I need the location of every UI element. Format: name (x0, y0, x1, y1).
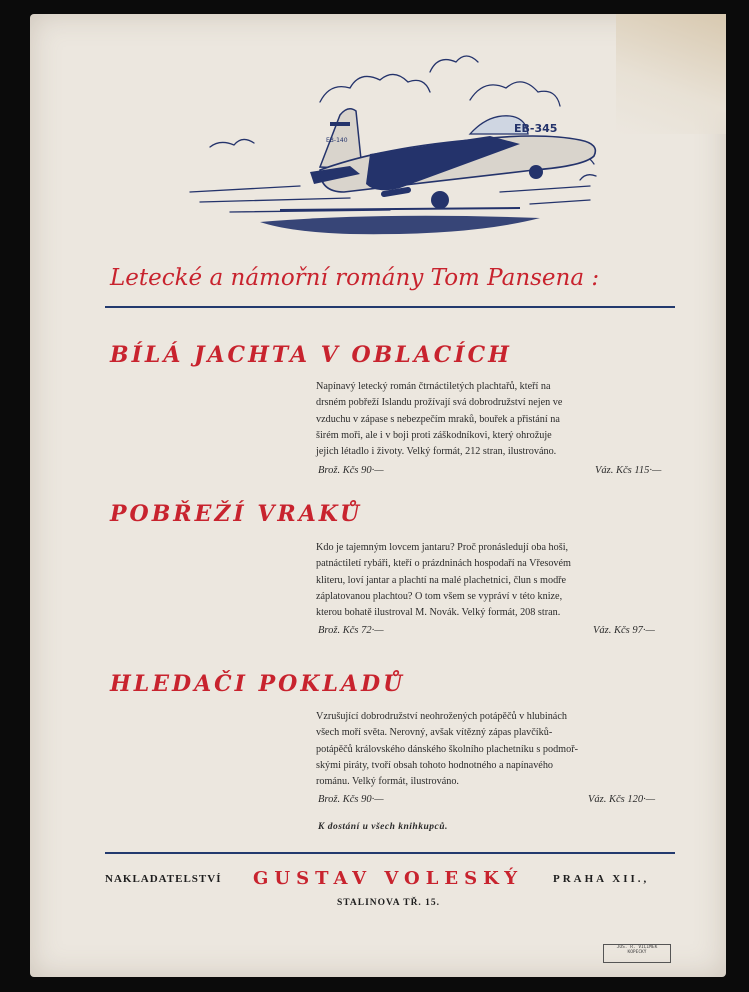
price-paperback: Brož. Kčs 90·— (318, 465, 384, 476)
book-title: BÍLÁ JACHTA V OBLACÍCH (110, 342, 512, 368)
book-title: POBŘEŽÍ VRAKŮ (110, 501, 363, 527)
availability-note: K dostání u všech knihkupců. (318, 822, 448, 832)
jet-plane-illustration (170, 42, 640, 257)
book-description (316, 540, 676, 621)
printer-stamp (603, 944, 671, 963)
price-hardcover: Váz. Kčs 97·— (593, 625, 655, 636)
plane-tail-marking: EB-140 (326, 137, 348, 144)
book-description (316, 709, 676, 790)
description-line: kliteru, loví jantar a plachtí na malé plachetnici, člun s modře (316, 574, 567, 586)
description-line: Napínavý letecký román čtrnáctiletých plachtařů, kteří na (316, 381, 551, 392)
publisher-name: GUSTAV VOLESKÝ (253, 868, 524, 889)
description-line: Kdo je tajemným lovcem jantaru? Proč pronásledují oba hoši, (316, 542, 569, 553)
description-line: potápěčů královského dánského školního plachetníku s podmoř- (316, 743, 578, 755)
description-line: drsném pobřeží Islandu prožívají svá dobrodružství nejen ve (316, 397, 563, 409)
description-line: jejich létadlo i životy. Velký formát, 212 stran, ilustrováno. (316, 446, 557, 458)
publisher-address: STALINOVA TŘ. 15. (337, 898, 441, 908)
description-line: Vzrušující dobrodružství neohrožených potápěčů v hlubinách (316, 711, 567, 722)
book-description (316, 379, 676, 460)
book-title: HLEDAČI POKLADŮ (110, 671, 406, 697)
book-back-cover (30, 14, 726, 977)
stamp-line: KOPECKÝ (627, 950, 647, 955)
series-heading: Letecké a námořní romány Tom Pansena : (110, 265, 600, 291)
heading-rule (105, 306, 675, 308)
price-paperback: Brož. Kčs 72·— (318, 625, 384, 636)
description-line: patnáctiletí rybáři, kteří o prázdninách hospodaří na Vřesovém (316, 558, 571, 570)
publisher-city: PRAHA XII., (553, 873, 650, 885)
price-paperback: Brož. Kčs 90·— (318, 794, 384, 805)
description-line: všech moří světa. Nerovný, avšak vítězný zápas plavčíků- (316, 727, 553, 739)
publisher-prefix: NAKLADATELSTVÍ (105, 873, 222, 885)
description-line: románu. Velký formát, ilustrováno. (316, 776, 459, 788)
description-line: skými piráty, tvoří obsah tohoto hodnotného a napínavého (316, 759, 554, 771)
publisher-rule (105, 852, 675, 854)
description-line: vzduchu v zápase s nebezpečím mraků, bouřek a přistání na (316, 413, 560, 425)
price-hardcover: Váz. Kčs 120·— (588, 794, 656, 805)
price-hardcover: Váz. Kčs 115·— (595, 465, 662, 476)
description-line: kterou bohatě ilustroval M. Novák. Velký formát, 208 stran. (316, 607, 561, 619)
plane-marking: EB-345 (514, 122, 558, 135)
description-line: záplatovanou plachtou? O tom všem se vypráví v této knize, (316, 590, 563, 602)
stamp-line: JOS. R. VILÍMEK (616, 945, 658, 950)
description-line: širém moři, ale i v boji proti záškodníkovi, který ohrožuje (316, 429, 552, 441)
